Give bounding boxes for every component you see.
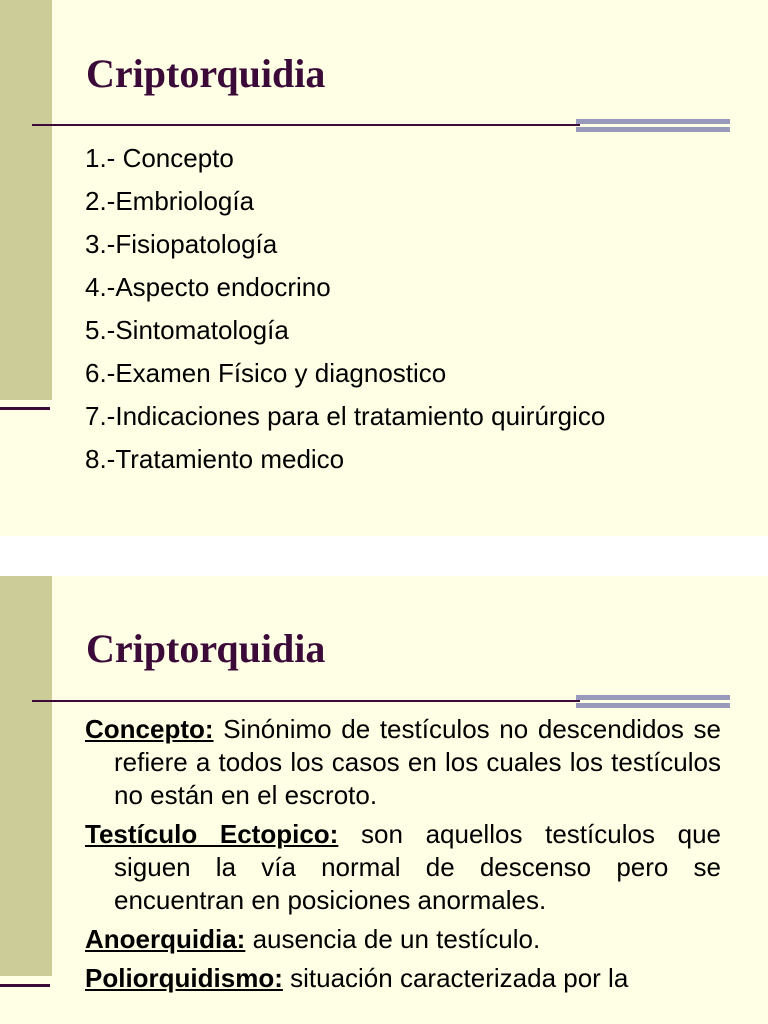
definition-term: Testículo Ectopico:: [85, 819, 339, 849]
definition-text: Sinónimo de testículos no descendidos se refiere a todos los casos en los cuales los testículos no están en el escroto.: [114, 714, 721, 810]
definition-term: Anoerquidia:: [85, 924, 246, 954]
outline-item: 1.- Concepto: [85, 143, 234, 173]
outline-item: 6.-Examen Físico y diagnostico: [85, 358, 447, 388]
title-divider: [32, 124, 580, 126]
left-accent-bar: [0, 576, 52, 976]
definition-term: Concepto:: [85, 714, 214, 744]
outline-item: 2.-Embriología: [85, 186, 255, 216]
definition-list: [85, 713, 721, 1001]
definition-item: [85, 962, 721, 995]
slide-title: Criptorquidia: [86, 51, 326, 96]
definition-item: [85, 923, 721, 956]
outline-item: 3.-Fisiopatología: [85, 229, 278, 259]
divider-accent: [576, 695, 730, 709]
outline-item: 4.-Aspecto endocrino: [85, 272, 331, 302]
divider-accent: [576, 119, 730, 133]
left-accent-tick: [0, 407, 50, 410]
definition-text: ausencia de un testículo.: [245, 924, 541, 954]
outline-item: 5.-Sintomatología: [85, 315, 289, 345]
definition-item: [85, 818, 721, 917]
left-accent-bar: [0, 0, 52, 400]
definition-text: situación caracterizada por la: [282, 963, 629, 993]
outline-item: 7.-Indicaciones para el tratamiento quirúrgico: [85, 401, 606, 431]
left-accent-tick: [0, 984, 50, 987]
outline-list: [85, 139, 605, 483]
title-divider: [32, 700, 580, 702]
definition-item: [85, 713, 721, 812]
definition-text: son aquellos testículos que siguen la vía normal de descenso pero se encuentran en posiciones anormales.: [114, 819, 722, 915]
outline-item: 8.-Tratamiento medico: [85, 444, 345, 474]
slide-2: [0, 576, 768, 1024]
definition-term: Poliorquidismo:: [85, 963, 283, 993]
slide-title: Criptorquidia: [86, 626, 326, 671]
